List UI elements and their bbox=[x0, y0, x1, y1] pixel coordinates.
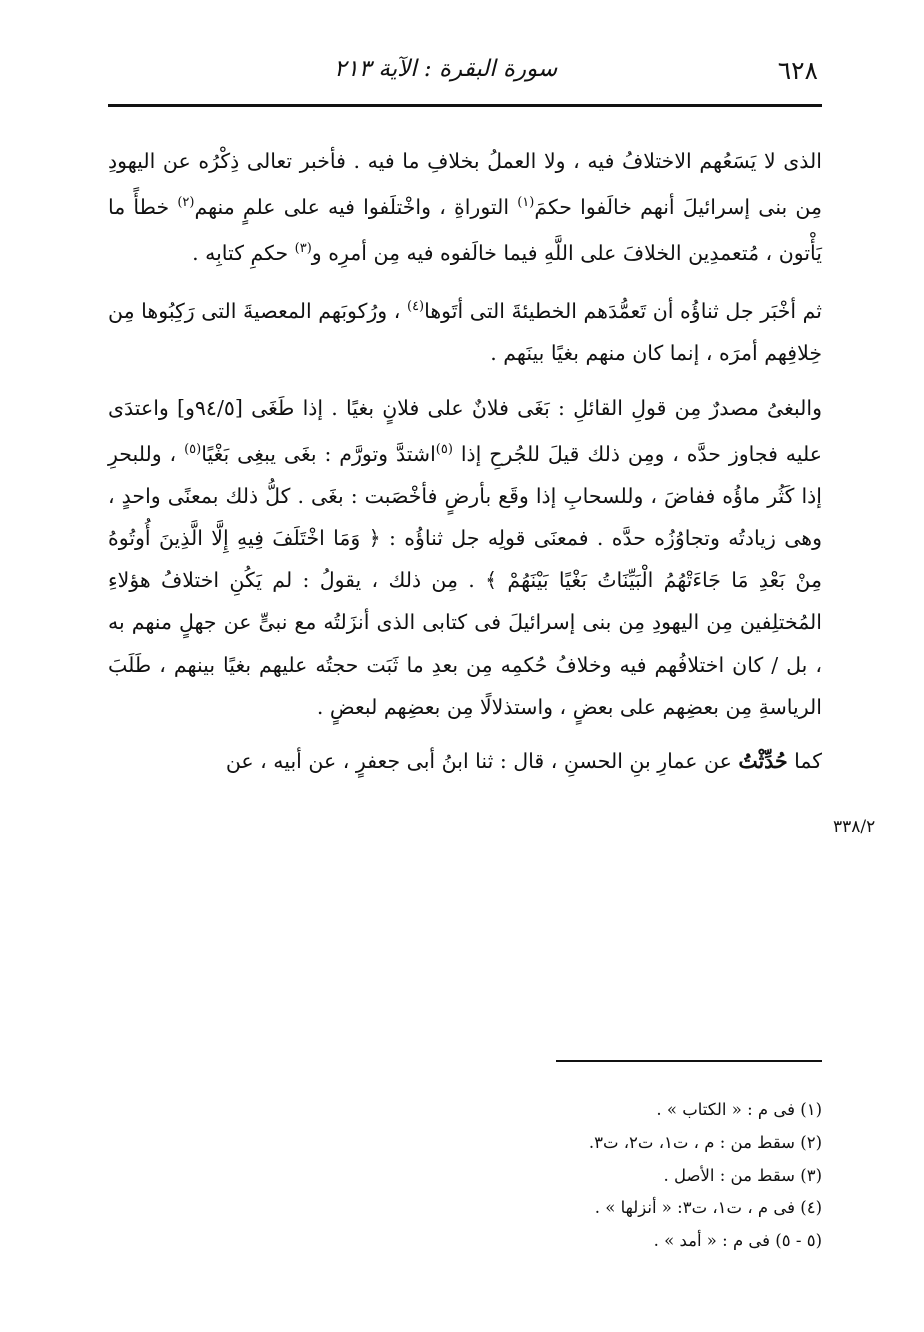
footnotes bbox=[108, 1094, 822, 1258]
text-run: ثم أخْبَر جل ثناؤُه أن تَعمُّدَهم الخطيئةَ التى أتَوها bbox=[424, 299, 822, 324]
paragraph-gap bbox=[108, 375, 822, 387]
header-rule bbox=[108, 104, 822, 107]
text-run: التوراةِ ، واخْتلَفوا فيه على علمٍ منهم bbox=[194, 195, 518, 220]
text-run: كما bbox=[787, 748, 822, 773]
footnote: (١) فى م : « الكتاب » . bbox=[656, 1100, 822, 1119]
text-run: اشتدَّ وتورَّم : بغَى يبغِى بَغْيًا bbox=[201, 441, 436, 466]
paragraph bbox=[108, 140, 822, 274]
margin-marker: ٣٣٨/٢ bbox=[833, 817, 876, 837]
paragraph-gap bbox=[108, 274, 822, 286]
footnote-reference: (٣) bbox=[294, 241, 312, 257]
text-run: ، وللبحرِ إذا كَثُر ماؤُه ففاضَ ، وللسحابِ إذا وقَع بأرضٍ فأخْصَبت : بغَى . كلُّ ذلك بمعنًى واحدٍ ، وهى زيادتُه وتجاوُزُه حدَّه . فمعنَى قولِه جل ثناؤُه : ﴿ وَمَا اخْتَلَفَ فِيهِ إِلَّا الَّذِينَ أُوتُوهُ مِنْ بَعْدِ مَا جَاءَتْهُمُ الْبَيِّنَاتُ بَغْيًا بَيْنَهُمْ ﴾ . مِن ذلك ، يقولُ : لم يَكُنِ اختلافُ هؤلاءِ المُختلِفين مِن اليهودِ مِن بنى إسرائيلَ فى كتابى الذى أنزَلتُه مع نبىٍّ عن جهلٍ منهم به ، بل / كان اختلافُهم فيه وخلافُ حُكمِه مِن بعدِ ما ثَبَت حجتُه عليهم بغيًا بينهم ، طَلَبَ الرياسةِ مِن بعضِهم على بعضٍ ، واستذلالًا مِن بعضِهم لبعضٍ . bbox=[108, 441, 822, 719]
footnote: (٣) سقط من : الأصل . bbox=[663, 1165, 822, 1185]
footnote: (٥ - ٥) فى م : « أمد » . bbox=[653, 1231, 822, 1251]
text-run: عن عمارِ بنِ الحسنِ ، قال : ثنا ابنُ أبى جعفرٍ ، عن أبيه ، عن bbox=[225, 748, 739, 773]
footnote-rule bbox=[556, 1060, 822, 1062]
paragraph bbox=[108, 740, 822, 782]
paragraph bbox=[108, 387, 822, 728]
text-run: خطأً ما يَأْتون ، مُتعمدِين الخلافَ على اللَّهِ فيما خالَفوه فيه مِن أمرِه و bbox=[108, 195, 822, 266]
text-run: والبغىُ مصدرٌ مِن قولِ القائلِ : بَغَى فلانٌ على فلانٍ بغيًا . إذا طَغَى [٩٤/٥و] واعتدَى عليه فجاوز حدَّه ، ومِن ذلك قيلَ للجُرحِ إذا bbox=[108, 395, 823, 466]
main-text bbox=[108, 140, 822, 782]
page-number: ٦٢٨ bbox=[777, 56, 818, 85]
emphasized-word: حُدِّثْتُ bbox=[738, 748, 788, 773]
footnote-reference: (٢) bbox=[177, 195, 195, 211]
text-run: ، ورُكوبَهم المعصيةَ التى رَكِبُوها مِن خِلافِهم أمرَه ، إنما كان منهم بغيًا بينَهم . bbox=[108, 299, 822, 366]
footnote-reference: (١) bbox=[517, 195, 535, 211]
running-header bbox=[108, 52, 822, 92]
footnote-reference: (٤) bbox=[406, 299, 425, 315]
footnote: (٤) فى م ، ت١، ت٣: « أنزلها » . bbox=[594, 1198, 822, 1218]
text-run: الذى لا يَسَعُهم الاختلافُ فيه ، ولا العملُ بخلافِ ما فيه . فأخبر تعالى ذِكْرُه عن اليهودِ مِن بنى إسرائيلَ أنهم خالَفوا حكمَ bbox=[108, 149, 822, 220]
footnote-reference: (٥) bbox=[184, 441, 202, 457]
text-run: حكمِ كتابِه . bbox=[192, 241, 295, 266]
paragraph bbox=[108, 286, 822, 374]
footnote-reference: (٥) bbox=[435, 441, 453, 457]
paragraph-gap bbox=[108, 728, 822, 740]
footnote: (٢) سقط من : م ، ت١، ت٢، ت٣. bbox=[588, 1132, 822, 1152]
running-title: سورة البقرة : الآية ٢١٣ bbox=[334, 56, 558, 82]
